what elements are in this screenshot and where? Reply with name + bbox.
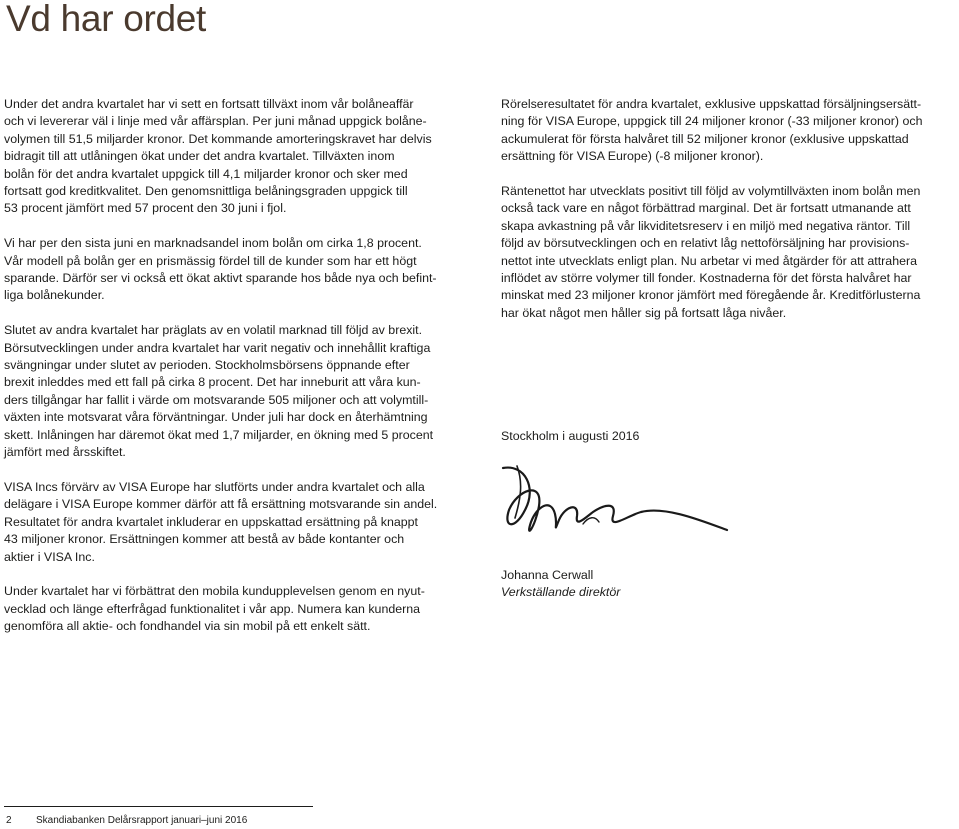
text-line: Slutet av andra kvartalet har präglats av en volatil marknad till följd av brexit. bbox=[4, 323, 423, 338]
text-line: Räntenettot har utvecklats positivt till följd av volymtillväxten inom bolån men bbox=[501, 184, 921, 199]
right-paragraph bbox=[501, 183, 959, 322]
text-line: följd av börsutvecklingen och en relativt låg nettoförsäljning har provisions- bbox=[501, 236, 910, 251]
text-line: skapa avkastning på vår likviditetsreserv i en miljö med negativa räntor. Till bbox=[501, 218, 911, 233]
text-line: genomföra all aktie- och fondhandel via sin mobil på ett enkelt sätt. bbox=[4, 619, 371, 634]
text-line: brexit inleddes med ett fall på cirka 8 procent. Det har inneburit att våra kun- bbox=[4, 375, 421, 390]
right-column bbox=[501, 96, 959, 340]
text-line: Rörelseresultatet för andra kvartalet, exklusive uppskattad försäljningsersätt- bbox=[501, 97, 922, 111]
text-line: minskat med 23 miljoner kronor jämfört med föregående år. Kreditförlusterna bbox=[501, 288, 921, 303]
left-paragraph bbox=[4, 479, 472, 566]
text-line: 43 miljoner kronor. Ersättningen kommer att bestå av både kontanter och bbox=[4, 532, 405, 547]
footer-divider bbox=[4, 806, 313, 807]
text-line: skett. Inlåningen har däremot ökat med 1,7 miljarder, en ökning med 5 procent bbox=[4, 427, 434, 442]
text-line: Vi har per den sista juni en marknadsandel inom bolån om cirka 1,8 procent. bbox=[4, 236, 422, 251]
page-title: Vd har ordet bbox=[6, 0, 207, 39]
text-line: sparande. Därför ser vi också ett ökat aktivt sparande hos både nya och befint- bbox=[4, 271, 437, 286]
signer-title: Verkställande direktör bbox=[501, 585, 621, 600]
text-line: ders tillgångar har fallit i värde om motsvarande 505 miljoner och att volymtill- bbox=[4, 392, 429, 407]
page-number: 2 bbox=[6, 815, 12, 826]
text-line: Resultatet för andra kvartalet inkluderar en uppskattad ersättning på knappt bbox=[4, 514, 418, 529]
footer bbox=[6, 814, 247, 828]
text-line: jämfört med årsskiftet. bbox=[4, 445, 126, 460]
text-line: delägare i VISA Europe kommer därför att få ersättning motsvarande sin andel. bbox=[4, 497, 438, 512]
text-line: ersättning för VISA Europe) (-8 miljoner kronor). bbox=[501, 149, 764, 164]
footer-text: Skandiabanken Delårsrapport januari–juni 2016 bbox=[36, 815, 248, 826]
right-paragraph bbox=[501, 96, 959, 166]
text-line: bidragit till att utlåningen ökat under det andra kvartalet. Tillväxten inom bbox=[4, 149, 395, 164]
left-paragraph bbox=[4, 322, 472, 461]
place-date: Stockholm i augusti 2016 bbox=[501, 429, 640, 443]
left-column bbox=[4, 96, 472, 653]
text-line: 53 procent jämfört med 57 procent den 30 juni i fjol. bbox=[4, 201, 287, 216]
text-line: ning för VISA Europe, uppgick till 24 miljoner kronor (-33 miljoner kronor) och bbox=[501, 114, 923, 129]
text-line: växten inte motsvarat våra förväntningar. Under juli har dock en återhämtning bbox=[4, 410, 428, 425]
left-paragraph bbox=[4, 583, 472, 635]
text-line: bolån för det andra kvartalet uppgick till 4,1 miljarder kronor och sker med bbox=[4, 166, 408, 181]
text-line: inflödet av större volymer till fonder. Kostnaderna för det första halvåret har bbox=[501, 271, 912, 286]
left-paragraph bbox=[4, 96, 472, 218]
text-line: också tack vare en något förbättrad marginal. Det är fortsatt utmanande att bbox=[501, 201, 911, 216]
text-line: aktier i VISA Inc. bbox=[4, 549, 95, 564]
text-line: volymen till 51,5 miljarder kronor. Det kommande amorteringskravet har delvis bbox=[4, 131, 432, 146]
text-line: liga bolånekunder. bbox=[4, 288, 105, 303]
text-line: vecklad och länge efterfrågad funktionalitet i vår app. Numera kan kunderna bbox=[4, 601, 421, 616]
text-line: Under kvartalet har vi förbättrat den mobila kundupplevelsen genom en nyut- bbox=[4, 584, 425, 599]
text-line: Vår modell på bolån ger en prismässig fördel till de kunder som har ett högt bbox=[4, 253, 417, 268]
signer-block bbox=[501, 567, 620, 602]
text-line: VISA Incs förvärv av VISA Europe har slutförts under andra kvartalet och alla bbox=[4, 479, 425, 494]
signer-name: Johanna Cerwall bbox=[501, 568, 594, 582]
text-line: nettot inte utvecklats enligt plan. Nu arbetar vi med åtgärder för att attrahera bbox=[501, 253, 917, 268]
signature-image bbox=[495, 458, 735, 568]
text-line: Börsutvecklingen under andra kvartalet har varit negativ och innehållit kraftiga bbox=[4, 340, 431, 355]
text-line: har ökat något men håller sig på fortsatt låga nivåer. bbox=[501, 305, 787, 320]
text-line: Under det andra kvartalet har vi sett en fortsatt tillväxt inom vår bolåneaffär bbox=[4, 97, 414, 111]
text-line: ackumulerat för första halvåret till 52 miljoner kronor (exklusive uppskattad bbox=[501, 131, 909, 146]
text-line: svängningar under slutet av perioden. Stockholmsbörsens öppnande efter bbox=[4, 358, 410, 373]
text-line: fortsatt god kreditkvalitet. Den genomsnittliga belåningsgraden uppgick till bbox=[4, 184, 408, 199]
text-line: och vi levererar väl i linje med vår affärsplan. Per juni månad uppgick bolåne- bbox=[4, 114, 427, 129]
left-paragraph bbox=[4, 235, 472, 305]
